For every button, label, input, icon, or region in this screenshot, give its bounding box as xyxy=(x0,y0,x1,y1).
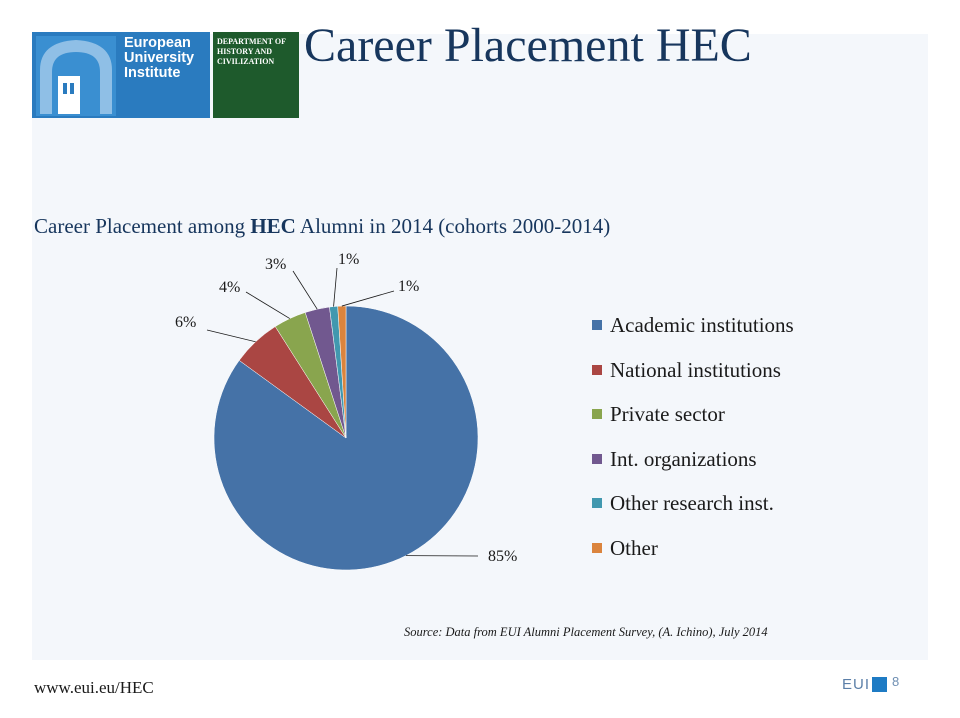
leader-line-2 xyxy=(246,292,290,319)
leader-line-3 xyxy=(293,271,317,309)
footer-eui-logo: EUI xyxy=(842,676,871,693)
legend-label: Int. organizations xyxy=(610,446,757,471)
legend-label: Private sector xyxy=(610,402,725,426)
subtitle-pre: Career Placement among xyxy=(34,214,251,238)
legend-label: Other research inst. xyxy=(610,491,774,515)
legend-label: National institutions xyxy=(610,357,781,382)
data-label-3: 3% xyxy=(265,256,287,273)
legend-swatch xyxy=(592,409,602,419)
legend-swatch xyxy=(592,543,602,553)
subtitle-bold: HEC xyxy=(250,214,296,238)
leader-line-4 xyxy=(334,268,337,307)
data-label-1: 6% xyxy=(175,314,197,331)
source-note: Source: Data from EUI Alumni Placement Survey, (A. Ichino), July 2014 xyxy=(404,625,768,639)
data-label-2: 4% xyxy=(219,279,241,296)
legend-label: Other xyxy=(610,535,658,560)
leader-line-5 xyxy=(342,291,394,306)
legend-swatch xyxy=(592,454,602,464)
legend-label: Academic institutions xyxy=(610,313,794,337)
legend-swatch xyxy=(592,365,602,375)
data-label-5: 1% xyxy=(398,278,420,295)
data-label-0: 85% xyxy=(488,548,518,565)
footer-url: www.eui.eu/HEC xyxy=(34,678,154,697)
data-label-4: 1% xyxy=(338,251,360,268)
legend-swatch xyxy=(592,498,602,508)
department-logo-text: DEPARTMENT OF HISTORY AND CIVILIZATION xyxy=(217,37,286,66)
subtitle-post: Alumni in 2014 (cohorts 2000-2014) xyxy=(295,214,611,238)
legend-swatch xyxy=(592,320,602,330)
leader-line-1 xyxy=(207,330,256,342)
footer-eui-square-icon xyxy=(872,677,887,692)
page-number: 8 xyxy=(892,674,900,689)
page-title: Career Placement HEC xyxy=(304,19,752,72)
eui-logo-text: European University Institute xyxy=(124,35,195,81)
